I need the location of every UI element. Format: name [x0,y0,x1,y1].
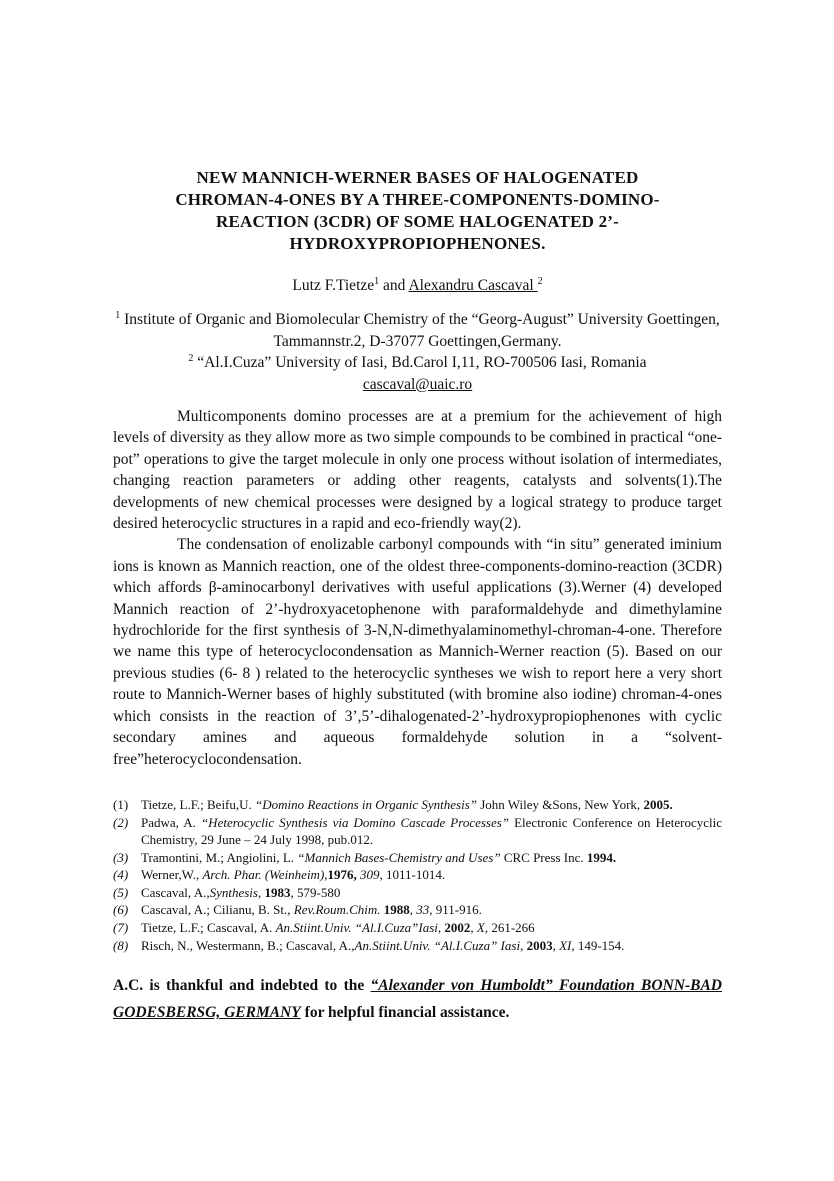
reference-label: (8) [113,937,129,953]
text-run: Tietze, L.F.; Beifu,U. [141,796,256,812]
affiliation-1-text: Institute of Organic and Biomolecular Chemistry of the “Georg-August” University Goettingen, Tammannstr.2, D-37077 Goettingen,Germany. [124,311,720,350]
email-link[interactable]: cascaval@uaic.ro [362,375,473,393]
text-run: 1976, [327,867,361,883]
reference-label: (3) [113,849,129,865]
text-run: Padwa, A. [141,814,201,830]
paper-title-line-3: REACTION (3CDR) OF SOME HALOGENATED 2’- [215,212,620,231]
text-run: XI [559,937,572,953]
text-run: , [552,937,560,953]
abstract-paragraph-2: The condensation of enolizable carbonyl compounds with “in situ” generated iminium ions is known as Mannich reaction, one of the oldest three-components-domino-reaction (3CDR) which affords β-aminocarbonyl derivatives with useful applications (3).Werner (4) developed Mannich reaction of 2’-hydroxyacetophenone with paraformaldehyde and dimethylamine hydrochloride for the first synthesis of 3-N,N-dimethyalaminomethyl-chroman-4-one. Therefore we name this type of heterocyclocondensation as Mannich-Werner reaction (5). Based on our previous studies (6- 8 ) related to the heterocyclic syntheses we wish to report here a very short route to Mannich-Werner bases of highly substituted (with bromine also iodine) chroman-4-ones which consists in the reaction of 3’,5’-dihalogenated-2’-hydroxypropiophenones with cyclic secondary amines and aqueous formaldehyde solution in a “solvent-free”heterocyclocondensation. [113,536,722,768]
reference-item [113,919,722,937]
text-run: 1988 [383,902,410,918]
affiliation-line-1 [113,309,722,352]
text-run: 2003 [526,937,553,953]
reference-label: (1) [113,796,129,812]
text-run: , [470,920,477,936]
reference-label: (7) [113,920,129,936]
reference-label: (4) [113,867,129,883]
text-run: , [409,902,417,918]
reference-item [113,796,722,814]
text-run: “Alexander von Humboldt” Foundation BONN-BAD GODESBERSG, GERMANY [113,977,722,1022]
text-run: 309 [360,867,380,883]
text-run: “Domino Reactions in Organic Synthesis” [255,796,477,812]
text-run: CRC Press Inc. [500,849,587,865]
reference-label: (6) [113,902,129,918]
text-run: An.Stiint.Univ. “Al.I.Cuza”Iasi [275,920,438,936]
affiliations [113,309,722,395]
paper-title-line-1: NEW MANNICH-WERNER BASES OF HALOGENATED [196,168,639,187]
text-run: , 911-916. [429,902,482,918]
paper-title [113,167,722,255]
author-name-2: Alexandru Cascaval [408,277,534,294]
text-run: A.C. is thankful and indebted to the [113,977,371,995]
text-run: , 1011-1014. [379,867,446,883]
authors-line [113,276,722,296]
text-run: Werner,W., [141,867,203,883]
text-run: Electronic Conference on Heterocyclic Chemistry, 29 June – 24 July 1998, pub.012. [141,814,722,848]
text-run: Cascaval, A.; Cilianu, B. St., [141,902,294,918]
text-run: X [476,920,485,936]
text-run: 33 [416,902,430,918]
paper-title-line-2: CHROMAN-4-ONES BY A THREE-COMPONENTS-DOMINO- [175,190,660,209]
text-run: An.Stiint.Univ. “Al.I.Cuza” Iasi [354,937,521,953]
abstract-paragraph-1: Multicomponents domino processes are at a premium for the achievement of high levels of diversity as they allow more as two simple compounds to be combined in practical “one-pot” operations to give the target molecule in only one process without isolation of intermediates, changing reaction parameters or adding other reagents, catalysts and solvents(1).The developments of new chemical processes were designed by a logical strategy to produce target desired heterocyclic structures in a rapid and eco-friendly way(2). [113,408,722,533]
paper-title-line-4: HYDROXYPROPIOPHENONES. [289,234,546,253]
text-run: Risch, N., Westermann, B.; Cascaval, A., [141,937,355,953]
reference-item [113,884,722,902]
text-run: , 579-580 [290,884,341,900]
affiliation-1-superscript: 1 [115,309,121,321]
text-run: , [437,920,445,936]
text-run: 2005. [643,796,673,812]
affiliation-line-2 [113,352,722,374]
text-run: 1994. [586,849,617,865]
reference-item [113,849,722,867]
text-run: “Heterocyclic Synthesis via Domino Cascade Processes” [200,814,510,830]
text-run: 2002 [444,920,471,936]
text-run: Arch. Phar. (Weinheim), [202,867,328,883]
text-run: Tietze, L.F.; Cascaval, A. [141,920,276,936]
reference-item [113,901,722,919]
author-2-superscript: 2 [537,275,543,287]
reference-label: (2) [113,814,129,830]
references-list [113,796,722,954]
affiliation-2-superscript: 2 [188,352,194,364]
text-run: for helpful financial assistance. [300,1004,510,1022]
acknowledgment [113,972,722,1026]
author-name-1: Lutz F.Tietze [292,277,375,294]
reference-item [113,937,722,955]
authors-connector: and [383,277,406,294]
text-run: , [520,937,527,953]
text-run: , 261-266 [484,920,535,936]
text-run: , 149-154. [571,937,625,953]
text-run: Synthesis [209,884,258,900]
text-run: “Mannich Bases-Chemistry and Uses” [297,849,501,865]
reference-label: (5) [113,884,129,900]
text-run: Cascaval, A., [141,884,210,900]
abstract-body [113,406,722,770]
text-run: Tramontini, M.; Angiolini, L. [141,849,298,865]
text-run: , [257,884,265,900]
author-1-superscript: 1 [374,275,380,287]
affiliation-2-text: “Al.I.Cuza” University of Iasi, Bd.Carol I,11, RO-700506 Iasi, Romania [197,354,647,371]
text-run: Rev.Roum.Chim. [293,902,381,918]
page-content [113,0,722,1026]
text-run: 1983 [264,884,291,900]
affiliation-email-line [113,374,722,396]
reference-item [113,814,722,849]
text-run: John Wiley &Sons, New York, [476,796,644,812]
reference-item [113,866,722,884]
